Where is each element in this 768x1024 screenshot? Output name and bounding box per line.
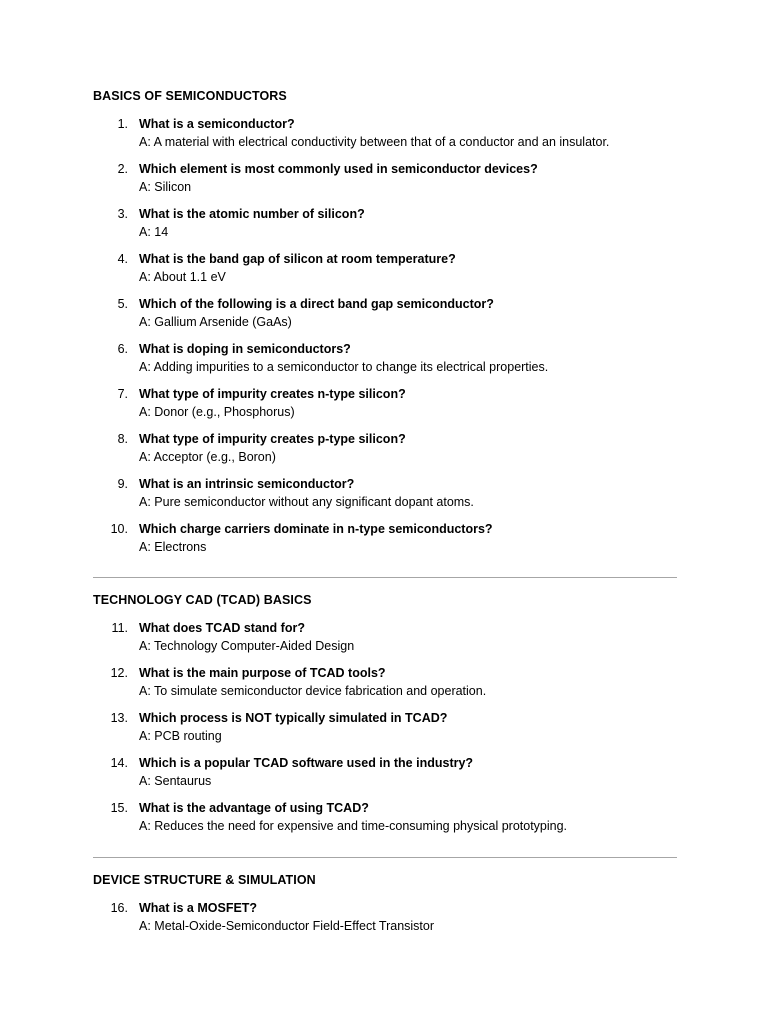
qa-item bbox=[93, 709, 677, 754]
qa-item bbox=[93, 619, 677, 664]
question-text: Which process is NOT typically simulated in TCAD? bbox=[139, 711, 448, 725]
answer-text: A: Metal-Oxide-Semiconductor Field-Effect Transistor bbox=[139, 919, 435, 933]
question-text: What is the advantage of using TCAD? bbox=[139, 801, 369, 815]
item-number: 14. bbox=[110, 756, 128, 770]
answer-text: A: Pure semiconductor without any significant dopant atoms. bbox=[139, 495, 474, 509]
question-text: What does TCAD stand for? bbox=[139, 621, 305, 635]
qa-item bbox=[93, 205, 677, 250]
item-number: 3. bbox=[117, 207, 128, 221]
question-text: What type of impurity creates n-type silicon? bbox=[139, 387, 406, 401]
answer-text: A: Electrons bbox=[139, 540, 207, 554]
item-number: 12. bbox=[110, 666, 128, 680]
answer-text: A: Donor (e.g., Phosphorus) bbox=[139, 405, 295, 419]
item-number: 5. bbox=[117, 297, 128, 311]
answer-text: A: Sentaurus bbox=[139, 774, 212, 788]
answer-text: A: PCB routing bbox=[139, 729, 222, 743]
qa-item bbox=[93, 340, 677, 385]
answer-text: A: 14 bbox=[139, 225, 169, 239]
question-text: What is a semiconductor? bbox=[139, 117, 295, 131]
section-heading: DEVICE STRUCTURE & SIMULATION bbox=[93, 873, 316, 887]
item-number: 10. bbox=[110, 522, 128, 536]
answer-text: A: About 1.1 eV bbox=[139, 270, 226, 284]
section-basics-of-semiconductors bbox=[93, 88, 677, 565]
item-number: 8. bbox=[117, 432, 128, 446]
qa-item bbox=[93, 754, 677, 799]
qa-item bbox=[93, 115, 677, 160]
qa-item bbox=[93, 520, 677, 565]
answer-text: A: A material with electrical conductivity between that of a conductor and an insulator. bbox=[139, 135, 610, 149]
item-number: 11. bbox=[111, 621, 128, 635]
answer-text: A: Acceptor (e.g., Boron) bbox=[139, 450, 276, 464]
qa-list bbox=[93, 899, 677, 944]
question-text: What is a MOSFET? bbox=[139, 901, 258, 915]
qa-item bbox=[93, 385, 677, 430]
question-text: What is doping in semiconductors? bbox=[139, 342, 351, 356]
answer-text: A: Technology Computer-Aided Design bbox=[139, 639, 355, 653]
item-number: 15. bbox=[110, 801, 128, 815]
item-number: 1. bbox=[117, 117, 128, 131]
section-heading: TECHNOLOGY CAD (TCAD) BASICS bbox=[93, 593, 312, 607]
question-text: Which is a popular TCAD software used in the industry? bbox=[139, 756, 474, 770]
qa-item bbox=[93, 799, 677, 844]
section-device-structure-simulation bbox=[93, 872, 677, 944]
answer-text: A: Silicon bbox=[139, 180, 192, 194]
item-number: 13. bbox=[110, 711, 128, 725]
section-divider bbox=[93, 857, 677, 858]
item-number: 4. bbox=[117, 252, 128, 266]
question-text: What is the band gap of silicon at room temperature? bbox=[139, 252, 456, 266]
answer-text: A: Adding impurities to a semiconductor to change its electrical properties. bbox=[139, 360, 549, 374]
question-text: Which element is most commonly used in semiconductor devices? bbox=[139, 162, 538, 176]
qa-list bbox=[93, 115, 677, 565]
question-text: What is the atomic number of silicon? bbox=[139, 207, 365, 221]
answer-text: A: To simulate semiconductor device fabrication and operation. bbox=[139, 684, 487, 698]
question-text: Which charge carriers dominate in n-type semiconductors? bbox=[139, 522, 493, 536]
question-text: What is the main purpose of TCAD tools? bbox=[139, 666, 386, 680]
question-text: What type of impurity creates p-type silicon? bbox=[139, 432, 406, 446]
answer-text: A: Gallium Arsenide (GaAs) bbox=[139, 315, 292, 329]
qa-item bbox=[93, 475, 677, 520]
qa-item bbox=[93, 160, 677, 205]
qa-item bbox=[93, 295, 677, 340]
item-number: 7. bbox=[117, 387, 128, 401]
section-divider bbox=[93, 577, 677, 578]
qa-item bbox=[93, 664, 677, 709]
qa-item bbox=[93, 250, 677, 295]
qa-item bbox=[93, 899, 677, 944]
question-text: What is an intrinsic semiconductor? bbox=[139, 477, 355, 491]
item-number: 9. bbox=[117, 477, 128, 491]
qa-item bbox=[93, 430, 677, 475]
answer-text: A: Reduces the need for expensive and time-consuming physical prototyping. bbox=[139, 819, 568, 833]
item-number: 2. bbox=[117, 162, 128, 176]
item-number: 16. bbox=[110, 901, 128, 915]
question-text: Which of the following is a direct band gap semiconductor? bbox=[139, 297, 494, 311]
section-heading: BASICS OF SEMICONDUCTORS bbox=[93, 89, 287, 103]
item-number: 6. bbox=[117, 342, 128, 356]
qa-list bbox=[93, 619, 677, 844]
section-tcad-basics bbox=[93, 592, 677, 844]
